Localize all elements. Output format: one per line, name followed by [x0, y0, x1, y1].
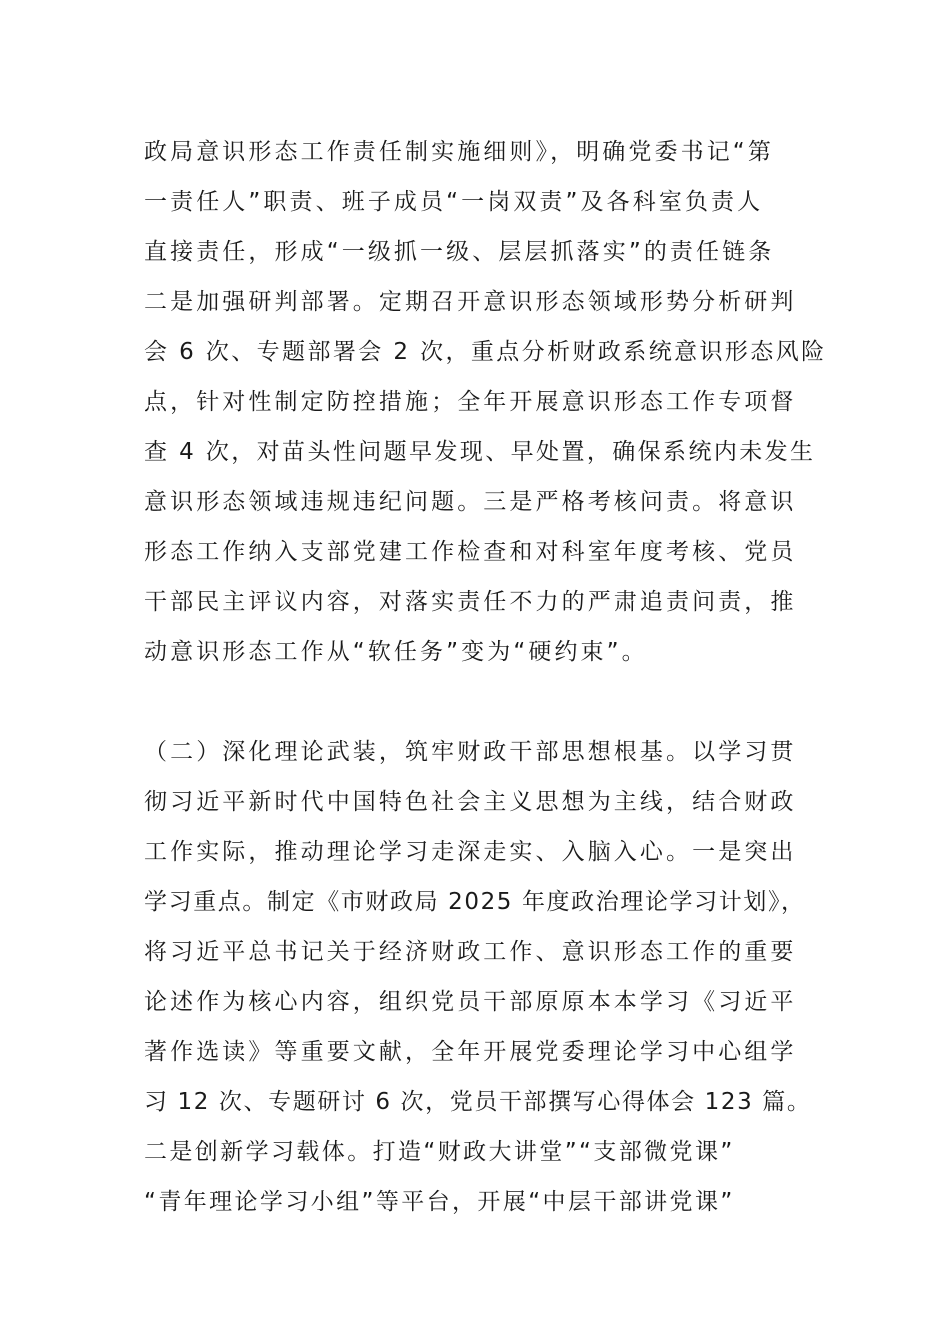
paragraph-1-line-5: 会 6 次、专题部署会 2 次，重点分析财政系统意识形态风险 [144, 339, 827, 365]
paragraph-2-line-3: 工作实际，推动理论学习走深走实、入脑入心。一是突出 [144, 839, 797, 865]
paragraph-1-line-8: 意识形态领域违规违纪问题。三是严格考核问责。将意识 [144, 489, 797, 515]
paragraph-1-line-7: 查 4 次，对苗头性问题早发现、早处置，确保系统内未发生 [144, 439, 816, 465]
paragraph-1-line-2: 一责任人”职责、班子成员“一岗双责”及各科室负责人 [144, 189, 764, 215]
paragraph-1-line-6: 点，针对性制定防控措施；全年开展意识形态工作专项督 [144, 389, 797, 415]
paragraph-2-line-9: 二是创新学习载体。打造“财政大讲堂”“支部微党课” [144, 1139, 735, 1165]
paragraph-1-line-3: 直接责任，形成“一级抓一级、层层抓落实”的责任链条 [144, 239, 775, 265]
paragraph-1-line-4: 二是加强研判部署。定期召开意识形态领域形势分析研判 [144, 289, 797, 315]
paragraph-2-line-4: 学习重点。制定《市财政局 2025 年度政治理论学习计划》， [144, 889, 806, 915]
paragraph-2-line-6: 论述作为核心内容，组织党员干部原原本本学习《习近平 [144, 989, 797, 1015]
paragraph-2-line-5: 将习近平总书记关于经济财政工作、意识形态工作的重要 [144, 939, 797, 965]
paragraph-1-line-1: 政局意识形态工作责任制实施细则》，明确党委书记“第 [144, 139, 774, 165]
paragraph-2-line-8: 习 12 次、专题研讨 6 次，党员干部撰写心得体会 123 篇。 [144, 1089, 812, 1115]
paragraph-1-line-10: 干部民主评议内容，对落实责任不力的严肃追责问责，推 [144, 589, 797, 615]
paragraph-2-line-1: （二）深化理论武装，筑牢财政干部思想根基。以学习贯 [144, 739, 797, 765]
paragraph-2-line-10: “青年理论学习小组”等平台，开展“中层干部讲党课” [144, 1189, 735, 1215]
paragraph-1-line-9: 形态工作纳入支部党建工作检查和对科室年度考核、党员 [144, 539, 797, 565]
paragraph-1-line-11: 动意识形态工作从“软任务”变为“硬约束”。 [144, 639, 648, 665]
paragraph-2-line-7: 著作选读》等重要文献，全年开展党委理论学习中心组学 [144, 1039, 797, 1065]
paragraph-2-line-2: 彻习近平新时代中国特色社会主义思想为主线，结合财政 [144, 789, 797, 815]
